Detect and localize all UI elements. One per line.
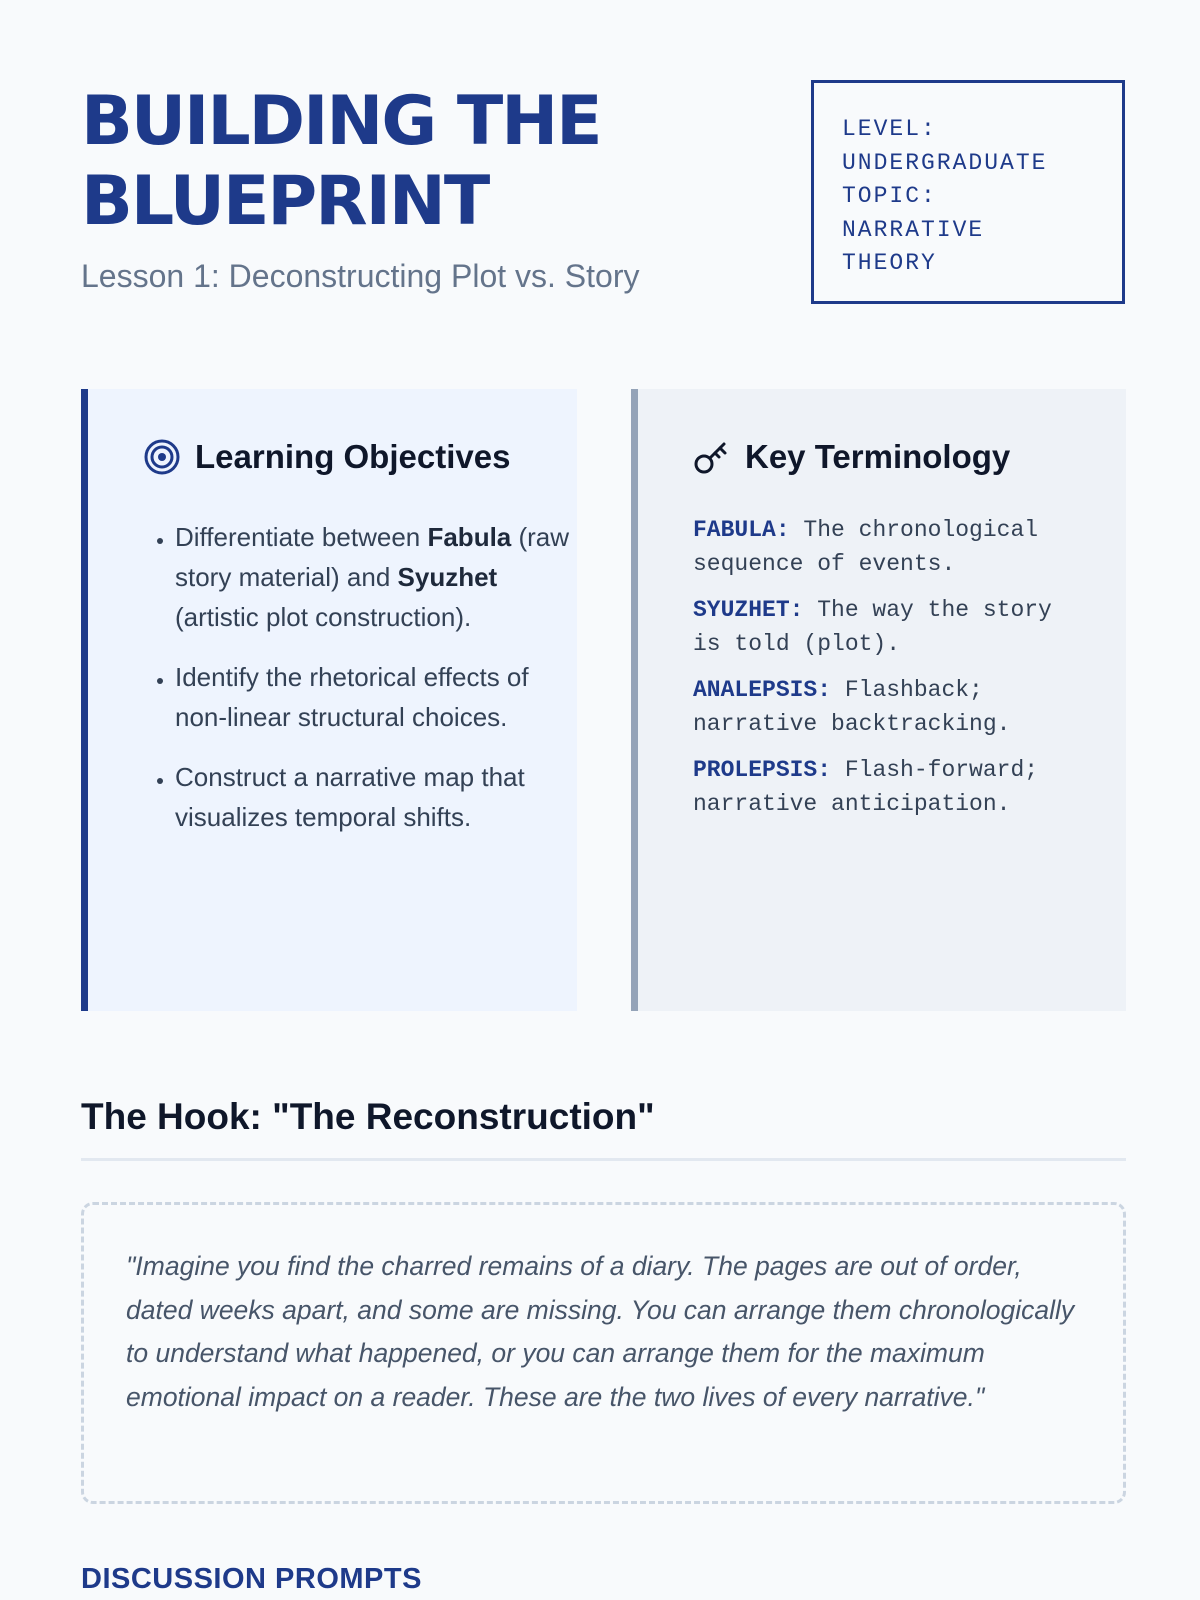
page-title	[81, 82, 781, 242]
term-item	[693, 594, 1093, 661]
meta-topic-label: TOPIC:	[842, 183, 937, 209]
page-title-line-2: BLUEPRINT	[81, 162, 489, 241]
objective-item	[175, 517, 575, 637]
page-title-line-1: BUILDING THE	[81, 82, 601, 161]
lesson-page	[81, 0, 1126, 1600]
meta-topic-value-1: NARRATIVE	[842, 216, 985, 243]
key-terminology-header	[693, 435, 1010, 479]
hook-quote: "Imagine you find the charred remains of a diary. The pages are out of order, dated weeks apart, and some are missing. You can arrange them chronologically to understand what happened, or you can arrange them for the maximum emotional impact on a reader. These are the two lives of every narrative."	[126, 1251, 1075, 1412]
term-name: FABULA:	[693, 517, 790, 543]
learning-objectives-card	[81, 389, 577, 1011]
objective-1-text-c: (artistic plot construction).	[175, 602, 472, 632]
key-terminology-card	[631, 389, 1126, 1011]
objectives-list	[143, 517, 575, 857]
meta-level-value: UNDERGRADUATE	[842, 149, 1048, 176]
target-icon	[143, 438, 181, 476]
discussion-prompts-heading: DISCUSSION PROMPTS	[81, 1563, 422, 1595]
objective-1-text-a: Differentiate between	[175, 522, 428, 552]
term-name: SYUZHET:	[693, 597, 804, 623]
objective-1-term-syuzhet: Syuzhet	[397, 562, 498, 592]
term-definition: The chronological sequence of events.	[693, 517, 1039, 577]
term-name: ANALEPSIS:	[693, 677, 832, 703]
learning-objectives-header	[143, 435, 510, 479]
key-icon	[693, 438, 731, 476]
meta-level-label: LEVEL:	[842, 116, 937, 142]
key-terminology-title: Key Terminology	[745, 438, 1011, 475]
term-definition: The way the story is told (plot).	[693, 597, 1052, 657]
term-name: PROLEPSIS:	[693, 757, 832, 783]
hook-quote-box	[81, 1202, 1126, 1504]
term-item	[693, 514, 1093, 581]
lesson-subtitle: Lesson 1: Deconstructing Plot vs. Story	[81, 258, 640, 294]
objective-1-term-fabula: Fabula	[427, 522, 512, 552]
term-item	[693, 754, 1093, 821]
hook-section-title: The Hook: "The Reconstruction"	[81, 1096, 655, 1137]
course-meta-box	[811, 80, 1125, 304]
section-divider	[81, 1158, 1126, 1161]
objective-item: • Identify the rhetorical effects of non-linear structural choices.	[175, 657, 575, 737]
objective-item: • Construct a narrative map that visualizes temporal shifts.	[175, 757, 575, 837]
objective-1-text-b: (raw story material) and	[175, 522, 570, 592]
meta-topic-value-2: THEORY	[842, 250, 937, 276]
terminology-list	[693, 514, 1093, 834]
term-item	[693, 674, 1093, 741]
term-definition: Flashback; narrative backtracking.	[693, 677, 1011, 737]
term-definition: Flash-forward; narrative anticipation.	[693, 757, 1039, 817]
learning-objectives-title: Learning Objectives	[195, 438, 511, 475]
